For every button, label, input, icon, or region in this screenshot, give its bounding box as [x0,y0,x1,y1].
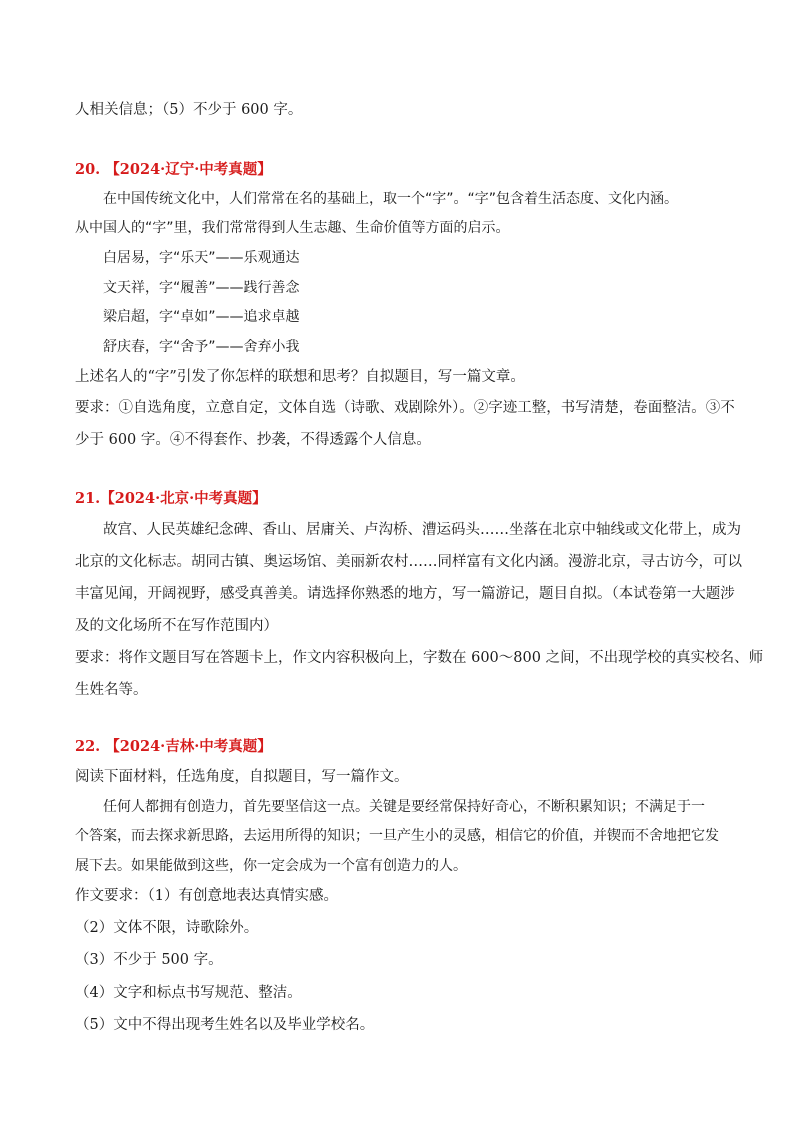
question-source-tag: 【2024·吉林·中考真题】 [105,738,272,755]
q20-name-item: 白居易，字“乐天”——乐观通达 [103,250,300,266]
q20-name-item: 文天祥，字“履善”——践行善念 [103,280,300,296]
q21-paragraph-line: 及的文化场所不在写作范围内） [75,618,278,634]
question-number: 20. [75,161,101,178]
q22-requirement-item: （3）不少于 500 字。 [75,952,223,968]
question-20-heading [75,160,272,180]
q21-paragraph-line: 北京的文化标志。胡同古镇、奥运场馆、美丽新农村……同样富有文化内涵。漫游北京，寻古访今，可以 [75,554,742,570]
q20-paragraph-line: 在中国传统文化中，人们常常在名的基础上，取一个“字”。“字”包含着生活态度、文化内涵。 [103,191,679,207]
q22-requirement-item: 作文要求：（1）有创意地表达真情实感。 [75,888,338,904]
q22-requirement-item: （2）文体不限，诗歌除外。 [75,920,259,936]
question-source-tag: 【2024·北京·中考真题】 [100,490,267,507]
q21-requirements-line: 要求：将作文题目写在答题卡上，作文内容积极向上，字数在 600～800 之间，不出现学校的真实校名、师 [75,650,764,666]
q20-name-item: 梁启超，字“卓如”——追求卓越 [103,309,300,325]
question-number: 22. [75,738,101,755]
q22-material-line: 任何人都拥有创造力，首先要坚信这一点。关键是要经常保持好奇心，不断积累知识；不满足于一 [103,799,705,815]
q20-requirements-line: 要求：①自选角度，立意自定，文体自选（诗歌、戏剧除外）。②字迹工整，书写清楚，卷面整洁。③不 [75,400,735,416]
q20-paragraph-line: 从中国人的“字”里，我们常常得到人生志趣、生命价值等方面的启示。 [75,220,510,236]
q21-paragraph-line: 丰富见闻，开阔视野，感受真善美。请选择你熟悉的地方，写一篇游记，题目自拟。（本试卷第一大题涉 [75,586,735,602]
q21-requirements-line: 生姓名等。 [75,682,148,698]
q20-prompt: 上述名人的“字”引发了你怎样的联想和思考？自拟题目，写一篇文章。 [75,369,525,385]
continuation-line: 人相关信息；（5）不少于 600 字。 [75,102,303,118]
q21-paragraph-line: 故宫、人民英雄纪念碑、香山、居庸关、卢沟桥、漕运码头……坐落在北京中轴线或文化带上，成为 [103,522,741,538]
question-21-heading [75,489,267,509]
q22-material-line: 个答案，而去探求新思路，去运用所得的知识；一旦产生小的灵感，相信它的价值，并锲而不舍地把它发 [75,828,719,844]
q20-name-item: 舒庆春，字“舍予”——舍弃小我 [103,339,300,355]
q22-material-line: 展下去。如果能做到这些，你一定会成为一个富有创造力的人。 [75,858,467,874]
question-source-tag: 【2024·辽宁·中考真题】 [105,161,272,178]
q22-requirement-item: （5）文中不得出现考生姓名以及毕业学校名。 [75,1017,375,1033]
q20-requirements-line: 少于 600 字。④不得套作、抄袭，不得透露个人信息。 [75,432,431,448]
q22-intro: 阅读下面材料，任选角度，自拟题目，写一篇作文。 [75,769,409,785]
question-number: 21. [75,490,101,507]
q22-requirement-item: （4）文字和标点书写规范、整洁。 [75,985,302,1001]
question-22-heading [75,737,272,757]
